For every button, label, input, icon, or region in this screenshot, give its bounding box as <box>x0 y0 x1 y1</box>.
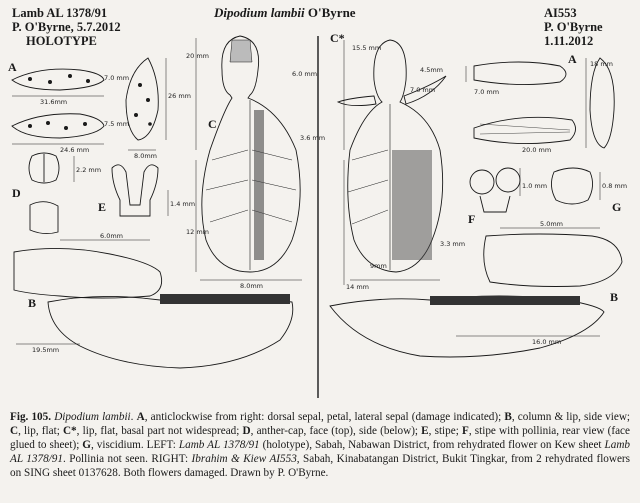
caption-text: , stipe with pollinia, rear view (face glued to sheet); <box>10 425 630 451</box>
caption-label-g: G <box>82 439 91 451</box>
caption-text: . <box>130 411 137 423</box>
caption-text: . Pollinia not seen. RIGHT: <box>62 453 192 465</box>
plate-title-author: O'Byrne <box>304 5 356 20</box>
meas-pollinia: 1.0 mm <box>522 182 548 190</box>
caption-text: , Sabah, Kinabatangan District, Bukit Tingkar, from 2 rehydrated flowers on SING sheet 0137628. Both flowers damaged. Drawn by P. O'Byrne. <box>10 453 631 479</box>
caption-text: , stipe; <box>428 425 462 437</box>
meas-right-sepal-width: 7.0 mm <box>474 88 500 96</box>
caption-label-c-star: C* <box>62 425 77 437</box>
caption-label-d: D <box>242 425 251 437</box>
plate-title-species: Dipodium lambii <box>214 5 305 20</box>
meas-stipe: 1.4 mm <box>170 200 196 208</box>
caption-text: (holotype), Sabah, Nabawan District, from rehydrated flower on Kew sheet <box>259 439 605 451</box>
meas-right-lip-base: 9mm <box>370 262 387 270</box>
caption-right-collection: Ibrahim & Kiew AI553 <box>191 453 297 465</box>
left-collection-header <box>12 6 121 48</box>
meas-lip-lower: 12 mm <box>186 228 210 236</box>
panel-label-a-left: A <box>8 60 17 74</box>
panel-label-b-left: B <box>28 296 37 310</box>
meas-lip-upper: 20 mm <box>186 52 210 60</box>
left-lip-drawing <box>202 36 300 272</box>
panel-label-f: F <box>468 212 476 226</box>
meas-right-column: 5.0mm <box>540 220 564 228</box>
caption-left-collection: Lamb AL 1378/91 <box>178 439 260 451</box>
caption-text: , lip, flat, basal part not widespread; <box>76 425 243 437</box>
left-collector-date: P. O'Byrne, 5.7.2012 <box>12 20 121 34</box>
right-dorsal-sepal-drawing <box>590 58 614 148</box>
caption-fig-number: Fig. 105. <box>10 411 52 423</box>
meas-viscidium: 0.8 mm <box>602 182 628 190</box>
meas-right-lip-upper: 15.5 mm <box>352 44 382 52</box>
viscidium-drawing <box>551 168 592 204</box>
meas-dorsal-width: 8.0mm <box>134 152 158 160</box>
meas-lip-side-length: 19.5mm <box>32 346 60 354</box>
caption-text: , anther-cap, face (top), side (below); <box>250 425 422 437</box>
meas-dorsal-length: 26 mm <box>168 92 192 100</box>
panel-label-e: E <box>98 200 107 214</box>
panel-label-a-right: A <box>568 52 577 66</box>
caption-label-f: F <box>461 425 469 437</box>
caption-species: Dipodium lambii <box>54 411 131 423</box>
meas-lip-lobe: 3.6 mm <box>300 134 326 142</box>
meas-column: 6.0mm <box>100 232 124 240</box>
left-lip-side-drawing <box>48 296 293 368</box>
meas-sepal-width: 7.0 mm <box>104 74 130 82</box>
right-date: 1.11.2012 <box>544 34 594 48</box>
right-sepal-drawing <box>474 62 566 85</box>
holotype-label: HOLOTYPE <box>26 34 97 48</box>
right-column-drawing <box>484 234 622 287</box>
anther-cap-side <box>30 202 58 234</box>
meas-petal-width: 7.5 mm <box>104 120 130 128</box>
pollinium-right <box>496 168 520 192</box>
pollinium-left <box>470 170 494 194</box>
meas-right-lip-side: 16.0 mm <box>532 338 562 346</box>
caption-text: , lip, flat; <box>18 425 63 437</box>
left-petal-drawing <box>12 114 104 138</box>
panel-label-c-star: C* <box>330 31 345 45</box>
meas-right-lip-lobe: 3.3 mm <box>440 240 466 248</box>
caption-label-a: A <box>136 411 145 423</box>
caption-label-e: E <box>421 425 429 437</box>
panel-label-g: G <box>612 200 622 214</box>
figure-caption <box>10 410 630 480</box>
meas-right-dorsal: 18 mm <box>590 60 614 68</box>
stipe-drawing <box>112 165 158 216</box>
plate-title <box>214 6 356 20</box>
left-column-drawing <box>14 248 162 298</box>
left-dorsal-sepal-drawing <box>126 58 158 140</box>
meas-right-lip-arm: 4.5mm <box>420 66 444 74</box>
right-petal-drawing <box>474 117 576 143</box>
caption-label-b: B <box>504 411 512 423</box>
meas-lip-width: 8.0mm <box>240 282 264 290</box>
meas-right-lip-arm2: 7.0 mm <box>410 86 436 94</box>
caption-text: , column & lip, side view; <box>511 411 631 423</box>
right-collector: P. O'Byrne <box>544 20 603 34</box>
left-collection-number: Lamb AL 1378/91 <box>12 6 108 20</box>
caption-text: , viscidium. LEFT: <box>90 439 179 451</box>
left-sepal-drawing <box>12 69 104 90</box>
panel-label-c: C <box>208 117 217 131</box>
meas-sepal-length: 31.6mm <box>40 98 68 106</box>
meas-petal-length: 24.6 mm <box>60 146 90 154</box>
meas-right-lip-length: 14 mm <box>346 283 370 291</box>
right-collection-header <box>544 6 603 48</box>
meas-right-petal-length: 20.0 mm <box>522 146 552 154</box>
meas-lip-side: 6.0 mm <box>292 70 318 78</box>
caption-text: , anticlockwise from right: dorsal sepal, petal, lateral sepal (damage indicated); <box>144 411 505 423</box>
meas-anther: 2.2 mm <box>76 166 102 174</box>
right-collection-number: AI553 <box>544 6 577 20</box>
caption-label-c: C <box>10 425 19 437</box>
right-lip-side-drawing <box>330 296 604 357</box>
caption-left-sheet: Lamb AL 1378/91 <box>10 439 630 465</box>
panel-label-b-right: B <box>610 290 619 304</box>
panel-label-d: D <box>12 186 21 200</box>
